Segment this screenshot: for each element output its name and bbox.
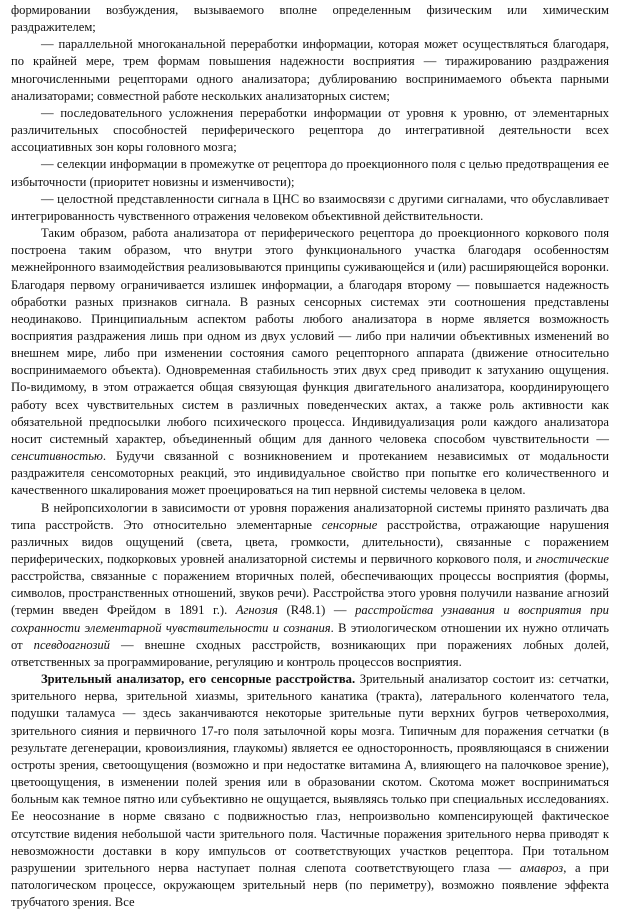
paragraph-disorder-types bbox=[11, 500, 609, 672]
section-heading-visual-analyzer: Зрительный анализатор, его сенсорные расстройства. bbox=[41, 672, 356, 687]
term-gnostic: гностические bbox=[535, 552, 609, 566]
list-item-holistic-representation: — целостной представленности сигнала в ЦНС во взаимосвязи с другими сигналами, что обуславливает интегрированность чувственного отражения человеком объективной действительности. bbox=[11, 191, 609, 223]
intro-fragment: формировании возбуждения, вызываемого вполне определенным физическим или химическим раздражителем; bbox=[11, 3, 609, 35]
paragraph-text: , а при патологическом процессе, окружающем зрительный нерв (по периметру), возможно появление эффекта трубчатого зрения. Все bbox=[11, 860, 609, 910]
list-item-information-selection: — селекции информации в промежутке от рецептора до проекционного поля с целью предотвращения ее избыточности (приоритет новизны и изменчивости); bbox=[11, 157, 609, 189]
paragraph-visual-analyzer bbox=[11, 671, 609, 911]
paragraph-text: . Будучи связанной с возникновением и протеканием независимых от модальности раздражителя сенсомоторных реакций, это индивидуальное свойство при попытке его количественного и качественного шкалирования может проецироваться на тип нервной системы человека в целом. bbox=[11, 449, 609, 498]
paragraph-text: . В этиологическом отношении их нужно отличать от bbox=[11, 620, 609, 652]
paragraph-text: Таким образом, работа анализатора от периферического рецептора до проекционного коркового поля построена таким образом, что внутри этого функционального участка благодаря особенностям межнейронного взаимодействия реализовываются принципы суживающейся и (или) расширяющейся воронки. Благодаря первому ограничивается излишек информации, а благодаря второму — повышается надежность обработки разных признаков сигнала. В разных сенсорных системах эти соотношения представлены неодинаково. Принципиальным аспектом работы любого анализатора в норме является возможность восприятия раздражения лишь при одном из двух условий — либо при наличии объективных изменений во внешнем мире, либо при изменении состояния самого рецепторного аппарата (движение относительно воспринимаемого объекта). Одновременная стабильность этих двух сред приводит к затуханию ощущения. По-видимому, в этом отражается общая связующая функция двигательного анализатора, координирующего работу всех чувствительных систем в различных поведенческих актах, а также роль активности как обязательной предпосылки любого психического процесса. Индивидуализация роли каждого анализатора носит системный характер, объединенный общим для данного человека способом чувствительности — bbox=[11, 226, 609, 446]
paragraph-analyzer-funnel bbox=[11, 225, 609, 500]
term-sensitivity: сенситивностью bbox=[11, 449, 103, 464]
document-page bbox=[11, 2, 609, 910]
paragraph-text: расстройства, связанные с поражением вторичных полей, обеспечивающих процессы восприятия (формы, символов, пространственных отношений, звуков речи). Расстройства этого уровня получили название агнозий (термин введен Фрейдом в 1891 г.). bbox=[11, 569, 609, 618]
agnosia-definition: расстройства узнавания и восприятия при сохранности элементарной чувствительности и сознания bbox=[11, 603, 609, 635]
term-amaurosis: амавроз bbox=[519, 860, 564, 875]
list-item-parallel-processing: — параллельной многоканальной переработки информации, которая может осуществляться благодаря, по крайней мере, трем формам повышения надежности восприятия — тиражированию раздражения многочисленными рецепторами одного анализатора; дублированию воспринимаемого объекта парными анализаторами; совместной работе нескольких анализаторных систем; bbox=[11, 37, 609, 103]
paragraph-text: (R48.1) — bbox=[277, 603, 356, 618]
paragraph-text: В нейропсихологии в зависимости от уровня поражения анализаторной системы принято различать два типа расстройств. Это относительно элементарные bbox=[11, 500, 609, 532]
term-sensory: сенсорные bbox=[321, 517, 378, 532]
list-item-sequential-processing: — последовательного усложнения переработки информации от уровня к уровню, от элементарных различительных способностей периферического рецептора до интегративной деятельности всех ассоциативных зон коры головного мозга; bbox=[11, 105, 609, 155]
paragraph-text: Зрительный анализатор состоит из: сетчатки, зрительного нерва, зрительной хиазмы, зрительного канатика (тракта), латерального коленчатого тела, подушки таламуса — здесь заканчиваются некоторые зрительные пути верхних бугров четверохолмия, зрительного сияния и первичного 17-го поля затылочной коры мозга. Типичным для поражения сетчатки (в результате дегенерации, кровоизлияния, глаукомы) является ее односторонность, проявляющаяся в снижении остроты зрения, светоощущения (возможно и при недостатке витамина А, влияющего на палочковое зрение), цветоощущения, в изменении полей зрения или в образовании скотом. Скотома может восприниматься больным как темное пятно или субъективно не ощущается, выявляясь только при специальных исследованиях. Ее неосознание в норме связано с подвижностью глаз, непроизвольно компенсирующей фактическое отсутствие видения небольшой части зрительного поля. Частичные поражения зрительного нерва приводят к невозможности доставки в кору импульсов от соответствующих участков рецептора. При тотальном разрушении зрительного нерва наступает полная слепота соответствующего глаза — bbox=[11, 672, 609, 875]
paragraph-text: расстройства, отражающие нарушения различных видов ощущений (света, цвета, громкости, длительности), связанные с поражением периферических, подкорковых уровней анализаторной системы и первичного коркового поля, и bbox=[11, 517, 609, 566]
term-agnosia: Агнозия bbox=[235, 603, 278, 618]
term-pseudoagnosia: псевдоагнозий bbox=[33, 637, 110, 652]
paragraph-text: — внешне сходных расстройств, возникающих при поражениях лобных долей, ответственных за программирование, регуляцию и контроль процессов восприятия. bbox=[11, 637, 609, 669]
